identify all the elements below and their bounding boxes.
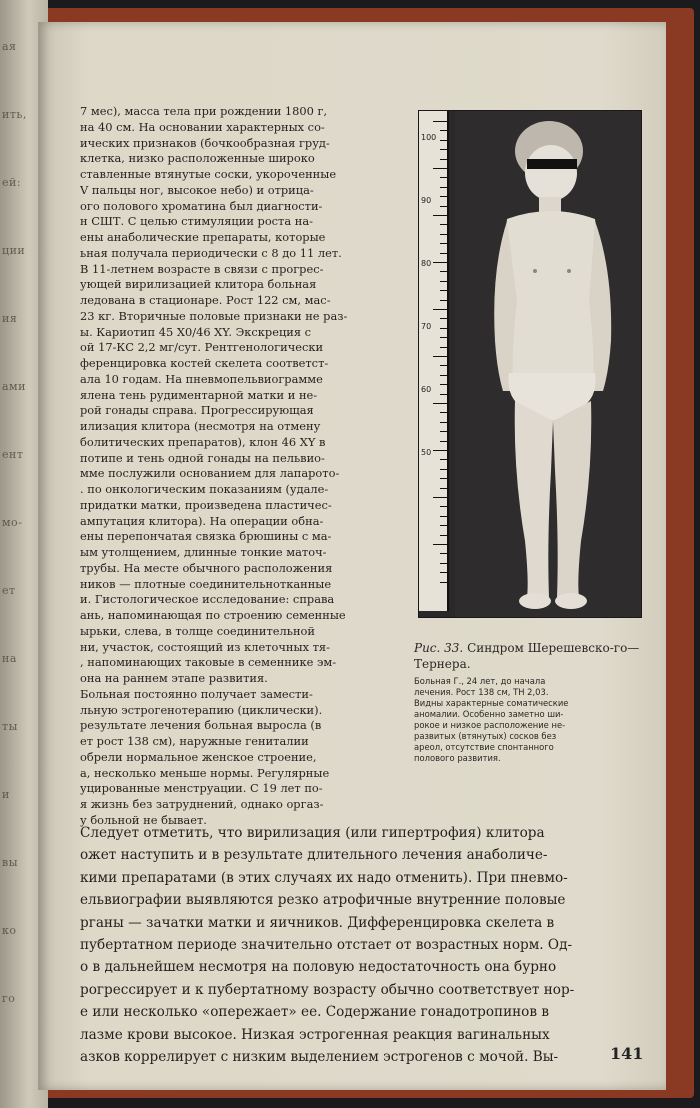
ruler-tick: [440, 290, 447, 291]
text-line: ставленные втянутые соски, укороченные: [80, 167, 337, 181]
ruler-tick: [440, 140, 447, 141]
ruler-tick: [440, 196, 447, 197]
ruler-tick: [433, 215, 447, 216]
text-line: а, несколько меньше нормы. Регулярные: [80, 765, 330, 780]
text-line: Следует отметить, что вирилизация (или гипертрофия) клитора: [80, 825, 545, 841]
caption-line: рокое и низкое расположение не-: [414, 720, 566, 730]
adjacent-page-text: ить,: [2, 108, 27, 121]
text-line: пубертатном периоде значительно отстает от возрастных норм. Од-: [80, 937, 573, 954]
text-line: азков коррелирует с низким выделением эстрогенов с мочой. Вы-: [80, 1049, 559, 1066]
text-line: ала 10 годам. На пневмопельвиограмме: [80, 371, 323, 386]
ruler-tick: [440, 384, 447, 385]
ruler-tick: [440, 365, 447, 366]
text-line: ических признаков (бочкообразная груд-: [80, 135, 330, 150]
ruler-tick: [433, 356, 447, 357]
adjacent-page-text: ия: [2, 312, 18, 325]
text-line: ледована в стационаре. Рост 122 см, мас-: [80, 293, 331, 307]
left-text-column: [80, 104, 395, 829]
ruler-tick: [440, 375, 447, 376]
ruler-tick: [440, 253, 447, 254]
ruler-tick: [433, 544, 447, 545]
adjacent-page-text: на: [2, 652, 17, 665]
ruler-tick: [440, 469, 447, 470]
ruler-tick: [440, 412, 447, 413]
text-line: клетка, низко расположенные широко: [80, 151, 315, 166]
adjacent-page-text: ая: [2, 40, 17, 53]
ruler-label: 80: [421, 259, 432, 268]
text-line: о в дальнейшем несмотря на половую недостаточность она бурно: [80, 959, 557, 976]
ruler-tick: [440, 243, 447, 244]
ruler-tick: [440, 177, 447, 178]
ruler-tick: [440, 478, 447, 479]
caption-label: Рис. 33.: [414, 641, 464, 655]
text-line: она на раннем этапе развития.: [80, 671, 268, 685]
ruler-tick: [433, 309, 447, 310]
adjacent-page-text: ей:: [2, 176, 22, 189]
ruler-tick: [440, 206, 447, 207]
text-line: ующей вирилизацией клитора больная: [80, 277, 317, 292]
adjacent-page-text: ет: [2, 584, 16, 597]
text-line: ференцировка костей скелета соответст-: [80, 356, 329, 370]
text-line: лазме крови высокое. Низкая эстрогенная реакция вагинальных: [80, 1026, 550, 1043]
text-line: потипе и тень одной гонады на пельвио-: [80, 450, 325, 465]
ruler-tick: [440, 553, 447, 554]
text-line: уцированные менструации. С 19 лет по-: [80, 781, 323, 796]
caption-body: [414, 676, 646, 764]
text-line: В 11-летнем возрасте в связи с прогрес-: [80, 261, 324, 276]
ruler-tick: [440, 130, 447, 131]
ruler-label: 70: [421, 322, 432, 331]
text-line: ни, участок, состоящий из клеточных тя-: [80, 639, 330, 654]
text-line: у больной не бывает.: [80, 812, 207, 827]
adjacent-page-text: вы: [2, 856, 18, 869]
text-line: 7 мес), масса тела при рождении 1800 г,: [80, 104, 328, 118]
ruler-tick: [440, 441, 447, 442]
ruler-tick: [440, 149, 447, 150]
ruler-tick: [440, 347, 447, 348]
ruler-label: 90: [421, 196, 432, 205]
full-width-text: [80, 822, 646, 1068]
text-line: е или несколько «опережает» ее. Содержание гонадотропинов в: [80, 1004, 549, 1021]
text-line: ампутация клитора). На операции обна-: [80, 513, 324, 528]
ruler-tick: [440, 318, 447, 319]
text-line: ого полового хроматина был диагности-: [80, 198, 323, 213]
adjacent-page-text: и: [2, 788, 10, 801]
text-line: рганы — зачатки матки и яичников. Дифференцировка скелета в: [80, 914, 555, 931]
ruler-tick: [433, 168, 447, 169]
text-line: и. Гистологическое исследование: справа: [80, 592, 335, 607]
caption-title-line: [414, 640, 646, 672]
height-ruler: [419, 111, 449, 611]
adjacent-page-text: го: [2, 992, 16, 1005]
adjacent-page-text: ты: [2, 720, 18, 733]
caption-line: Больная Г., 24 лет, до начала: [414, 676, 546, 686]
text-line: мме послужили основанием для лапарото-: [80, 466, 340, 481]
text-line: ой 17-КС 2,2 мг/сут. Рентгенологически: [80, 340, 324, 355]
text-line: V пальцы ног, высокое небо) и отрица-: [80, 182, 314, 197]
caption-title: Синдром Шерешевско-го—Тернера.: [414, 641, 640, 671]
text-line: ы. Кариотип 45 Х0/46 XY. Экскреция с: [80, 324, 312, 339]
text-line: рой гонады справа. Прогрессирующая: [80, 403, 314, 418]
ruler-tick: [440, 525, 447, 526]
ruler-tick: [440, 337, 447, 338]
text-line: придатки матки, произведена пластичес-: [80, 497, 332, 512]
text-line: ников — плотные соединительнотканные: [80, 576, 332, 591]
text-line: ялена тень рудиментарной матки и не-: [80, 387, 318, 402]
text-line: кими препаратами (в этих случаях их надо отменить). При пневмо-: [80, 869, 568, 886]
ruler-tick: [433, 121, 447, 122]
ruler-tick: [433, 497, 447, 498]
caption-line: ареол, отсутствие спонтанного: [414, 742, 554, 752]
ruler-label: 100: [421, 133, 437, 142]
text-line: льную эстрогенотерапию (циклически).: [80, 702, 323, 717]
adjacent-page-text: мо-: [2, 516, 23, 529]
caption-line: аномалии. Особенно заметно ши-: [414, 709, 564, 719]
ruler-tick: [433, 262, 447, 263]
text-line: ань, напоминающая по строению семенные: [80, 608, 346, 622]
ruler-tick: [440, 328, 447, 329]
text-line: трубы. На месте обычного расположения: [80, 560, 333, 575]
text-line: болитических препаратов), клон 46 XY в: [80, 434, 326, 449]
ruler-tick: [440, 187, 447, 188]
text-line: ельвиографии выявляются резко атрофичные внутренние половые: [80, 892, 566, 909]
adjacent-page-text: ами: [2, 380, 26, 393]
ruler-tick: [440, 300, 447, 301]
ruler-tick: [440, 516, 447, 517]
ruler-tick: [440, 159, 447, 160]
caption-line: Видны характерные соматические: [414, 698, 569, 708]
text-line: я жизнь без затруднений, однако оргаз-: [80, 797, 324, 811]
ruler-tick: [440, 234, 447, 235]
text-line: ет рост 138 см), наружные гениталии: [80, 734, 309, 748]
text-line: ым утолщением, длинные тонкие маточ-: [80, 545, 327, 559]
ruler-tick: [440, 271, 447, 272]
ruler-tick: [433, 403, 447, 404]
adjacent-page-text: ко: [2, 924, 17, 937]
text-line: . по онкологическим показаниям (удале-: [80, 482, 329, 496]
text-line: ырьки, слева, в толще соединительной: [80, 623, 315, 638]
caption-line: лечения. Рост 138 см, ТН 2,03.: [414, 687, 549, 697]
ruler-tick: [440, 488, 447, 489]
ruler-tick: [440, 563, 447, 564]
text-line: ьная получала периодически с 8 до 11 лет.: [80, 245, 342, 260]
page-number: 141: [610, 1044, 644, 1063]
ruler-tick: [440, 224, 447, 225]
ruler-tick: [433, 450, 447, 451]
text-line: 23 кг. Вторичные половые признаки не раз-: [80, 308, 348, 323]
ruler-tick: [440, 431, 447, 432]
caption-line: развитых (втянутых) сосков без: [414, 731, 557, 741]
text-line: Больная постоянно получает замести-: [80, 686, 313, 701]
figure-caption: [414, 640, 646, 764]
text-line: обрели нормальное женское строение,: [80, 749, 317, 764]
standing-figure-image: [455, 111, 641, 617]
text-line: ены анаболические препараты, которые: [80, 230, 326, 244]
ruler-tick: [440, 506, 447, 507]
book-page: [38, 22, 666, 1090]
ruler-tick: [440, 535, 447, 536]
ruler-label: 50: [421, 448, 432, 457]
ruler-tick: [440, 459, 447, 460]
patient-photograph: [418, 110, 642, 618]
ruler-tick: [440, 572, 447, 573]
ruler-tick: [440, 394, 447, 395]
ruler-tick: [440, 582, 447, 583]
text-line: результате лечения больная выросла (в: [80, 718, 322, 733]
ruler-tick: [440, 281, 447, 282]
text-line: ожет наступить и в результате длительного лечения анаболиче-: [80, 847, 548, 864]
ruler-label: 60: [421, 385, 432, 394]
ruler-tick: [440, 422, 447, 423]
caption-line: полового развития.: [414, 753, 501, 763]
text-line: на 40 см. На основании характерных со-: [80, 119, 325, 134]
text-line: рогрессирует и к пубертатному возрасту обычно соответствует нор-: [80, 981, 575, 998]
adjacent-page-text: ции: [2, 244, 26, 257]
text-line: ены перепончатая связка брюшины с ма-: [80, 529, 332, 544]
adjacent-page-text: ент: [2, 448, 24, 461]
text-line: н СШТ. С целью стимуляции роста на-: [80, 214, 314, 229]
text-line: илизация клитора (несмотря на отмену: [80, 419, 321, 433]
text-line: , напоминающих таковые в семеннике эм-: [80, 655, 337, 670]
